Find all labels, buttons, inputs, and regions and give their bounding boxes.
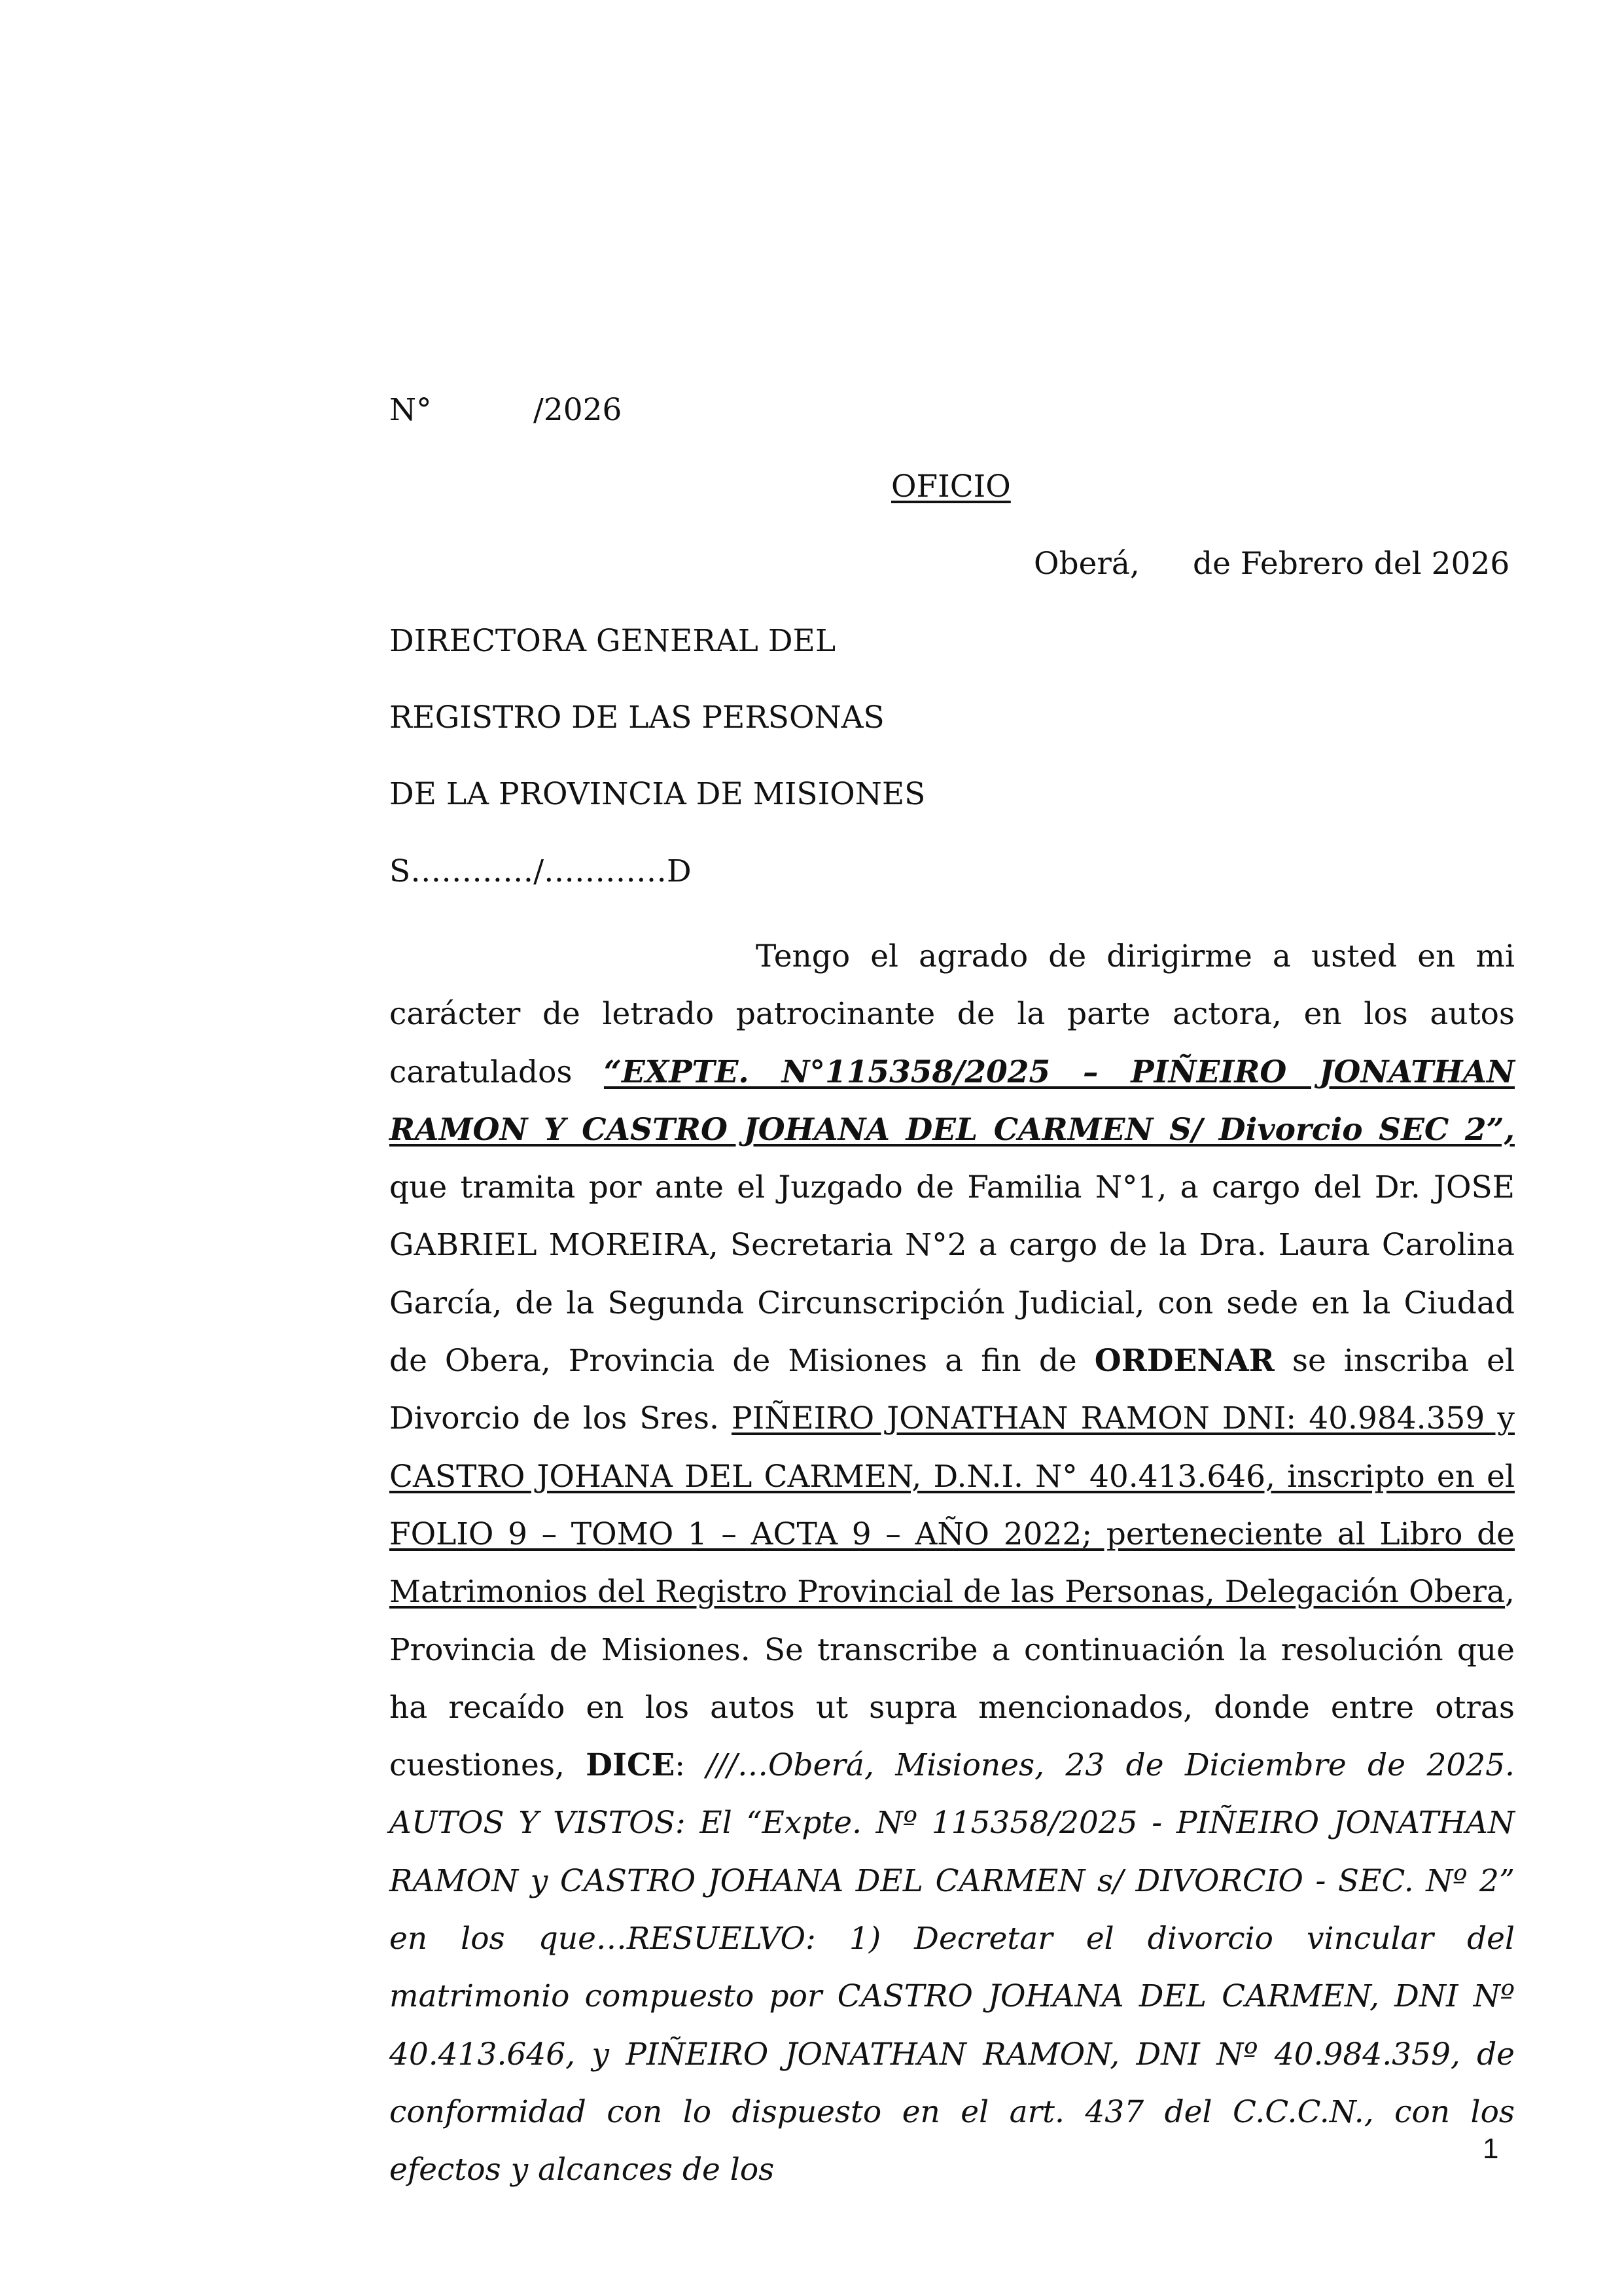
body-transcription-intro: , Provincia de Misiones. Se transcribe a continuación la resolución que ha recaído en los autos ut supra mencionados, donde entre otras cuestiones,	[389, 1574, 1515, 1784]
recipient-line-2: REGISTRO DE LAS PERSONAS	[389, 700, 885, 736]
says-word: DICE	[586, 1747, 675, 1784]
page-number: 1	[1483, 2133, 1499, 2165]
colon: :	[675, 1747, 707, 1784]
oficio-number-prefix: N°	[389, 392, 432, 428]
body-intro: Tengo el agrado de dirigirme a usted en mi carácter de letrado patrocinante de la parte actora, en los autos caratulados	[389, 938, 1515, 1090]
body-court-details: que tramita por ante el Juzgado de Familia N°1, a cargo del Dr. JOSE GABRIEL MOREIRA, Secretaria N°2 a cargo de la Dra. Laura Carolina García, de la Segunda Circunscripción Judicial, con sede en la Ciudad de Obera, Provincia de Misiones a fin de	[389, 1169, 1515, 1379]
date-month-year: de Febrero del 2026	[1193, 546, 1510, 582]
letter-body	[389, 928, 1515, 2199]
case-caption: “EXPTE. N°115358/2025 – PIÑEIRO JONATHAN RAMON Y CASTRO JOHANA DEL CARMEN S/ Divorcio SEC 2”,	[389, 1054, 1515, 1148]
registry-details: PIÑEIRO JONATHAN RAMON DNI: 40.984.359 y CASTRO JOHANA DEL CARMEN, D.N.I. N° 40.413.646, inscripto en el FOLIO 9 – TOMO 1 – ACTA 9 – AÑO 2022; perteneciente al Libro de Matrimonios del Registro Provincial de las Personas, Delegación Obera	[389, 1400, 1515, 1610]
order-word: ORDENAR	[1094, 1343, 1275, 1379]
recipient-line-3: DE LA PROVINCIA DE MISIONES	[389, 776, 926, 812]
document-title: OFICIO	[891, 469, 1011, 505]
body-registration-request: se inscriba el Divorcio de los Sres.	[389, 1343, 1515, 1437]
oficio-number-year: /2026	[533, 392, 622, 428]
salutation: S…………/…………D	[389, 853, 692, 889]
court-resolution: ///…Oberá, Misiones, 23 de Diciembre de 2025. AUTOS Y VISTOS: El “Expte. Nº 115358/2025 - PIÑEIRO JONATHAN RAMON y CASTRO JOHANA DEL CARMEN s/ DIVORCIO - SEC. Nº 2” en los que…RESUELVO: 1) Decretar el divorcio vincular del matrimonio compuesto por CASTRO JOHANA DEL CARMEN, DNI Nº 40.413.646, y PIÑEIRO JONATHAN RAMON, DNI Nº 40.984.359, de conformidad con lo dispuesto en el art. 437 del C.C.C.N., con los efectos y alcances de los	[389, 1747, 1515, 2188]
recipient-line-1: DIRECTORA GENERAL DEL	[389, 623, 836, 659]
date-city: Oberá,	[1034, 546, 1140, 582]
